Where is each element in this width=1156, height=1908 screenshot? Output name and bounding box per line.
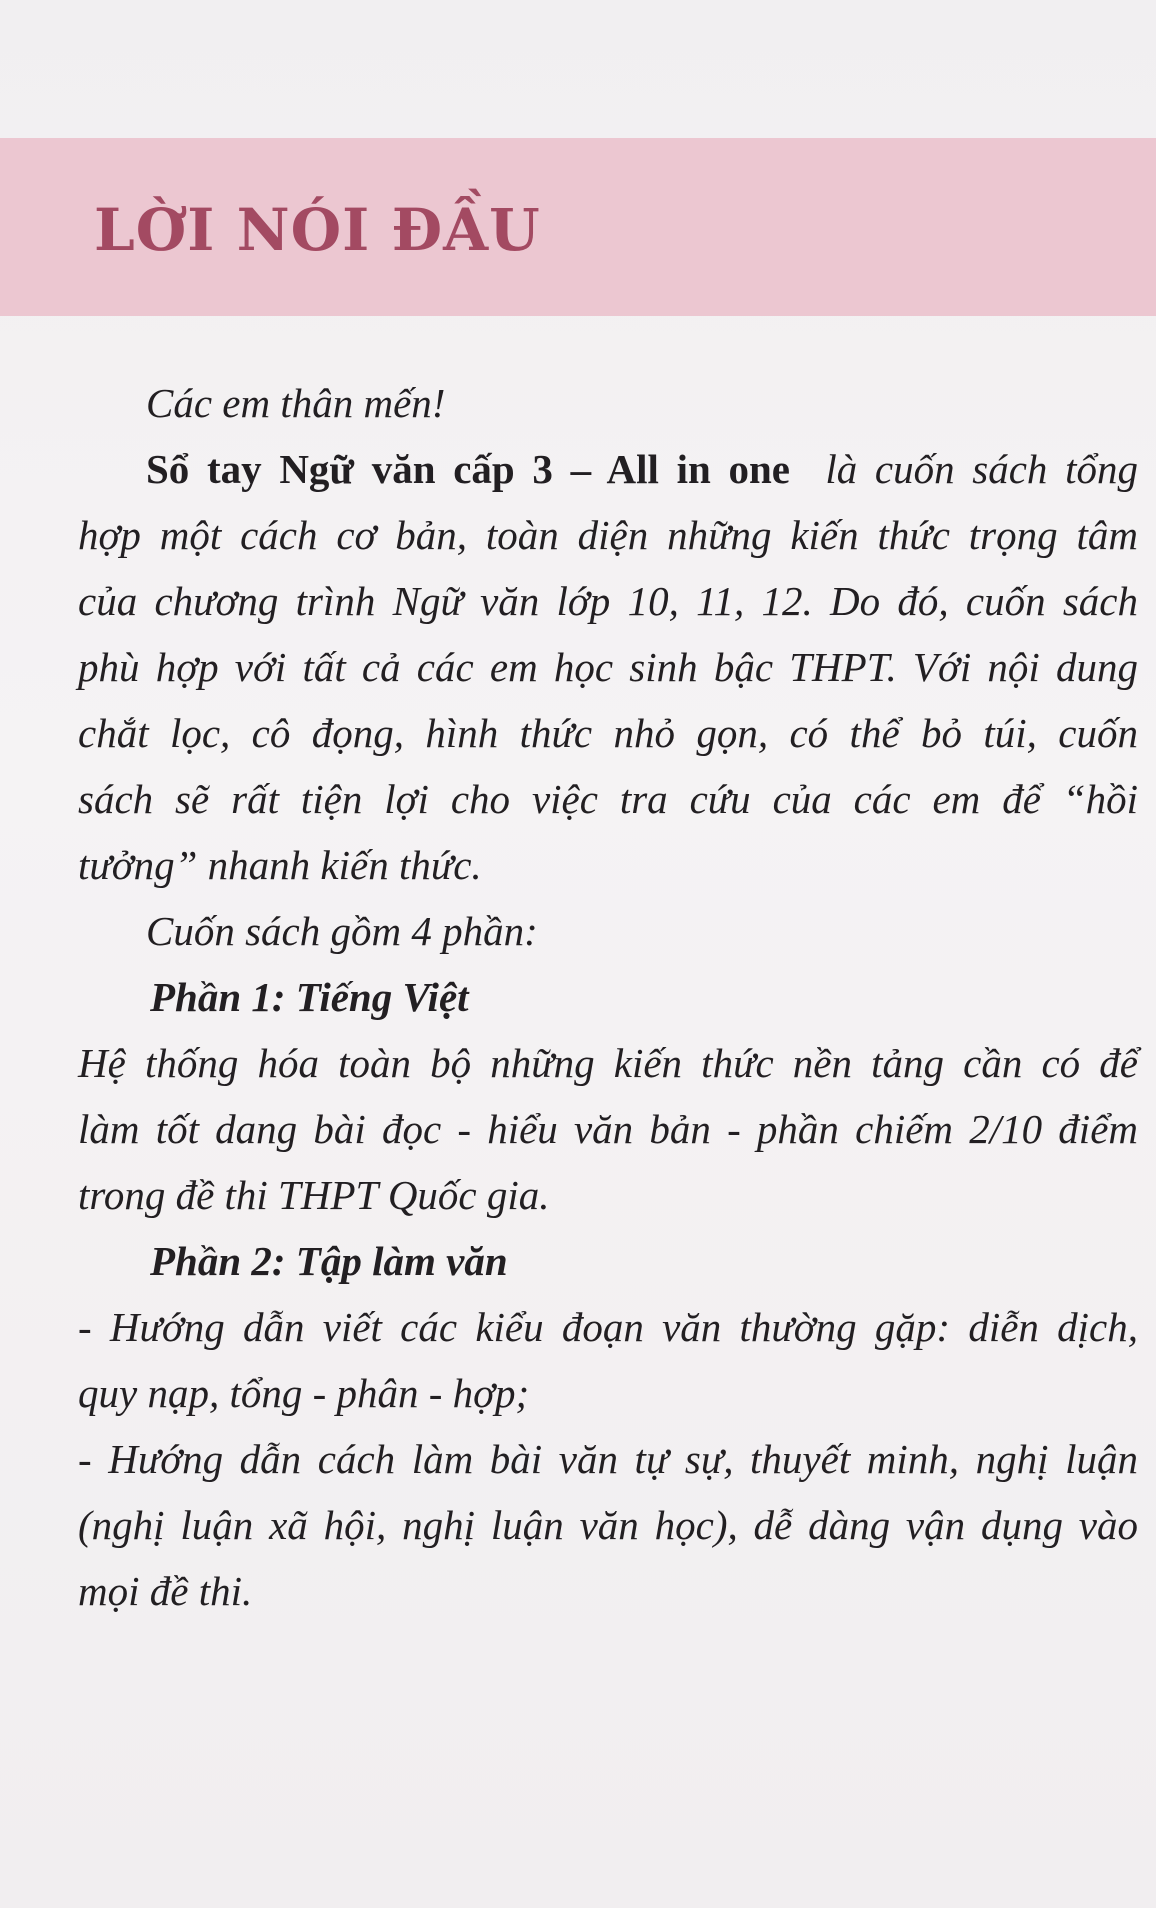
part2-item1-line: quy nạp, tổng - phân - hợp;	[78, 1370, 530, 1416]
book-title-bold: Sổ tay Ngữ văn cấp 3 – All in one	[146, 446, 790, 492]
preface-body	[78, 370, 1138, 1624]
intro-line: tưởng” nhanh kiến thức.	[78, 842, 482, 888]
part1-heading: Phần 1: Tiếng Việt	[150, 974, 469, 1020]
intro-line: của chương trình Ngữ văn lớp 10, 11, 12. Do đó, cuốn sách	[78, 578, 1138, 624]
part2-item1-line: - Hướng dẫn viết các kiểu đoạn văn thường gặp: diễn dịch,	[78, 1304, 1138, 1350]
intro-line: sách sẽ rất tiện lợi cho việc tra cứu của các em để “hồi	[78, 776, 1138, 822]
part2-item2-line: (nghị luận xã hội, nghị luận văn học), dễ dàng vận dụng vào	[78, 1502, 1138, 1548]
page-title: LỜI NÓI ĐẦU	[94, 196, 541, 264]
part2-item2-line: - Hướng dẫn cách làm bài văn tự sự, thuyết minh, nghị luận	[78, 1436, 1138, 1482]
part2-item2-line: mọi đề thi.	[78, 1568, 253, 1614]
intro-line: chắt lọc, cô đọng, hình thức nhỏ gọn, có thể bỏ túi, cuốn	[78, 710, 1138, 756]
part1-line: làm tốt dang bài đọc - hiểu văn bản - phần chiếm 2/10 điểm	[78, 1106, 1138, 1152]
parts-intro: Cuốn sách gồm 4 phần:	[146, 908, 538, 954]
intro-first-line	[78, 436, 1138, 502]
intro-line: là cuốn sách tổng	[825, 446, 1139, 492]
greeting: Các em thân mến!	[146, 380, 446, 426]
part1-line: trong đề thi THPT Quốc gia.	[78, 1172, 550, 1218]
part2-heading: Phần 2: Tập làm văn	[150, 1238, 508, 1284]
intro-line: hợp một cách cơ bản, toàn diện những kiến thức trọng tâm	[78, 512, 1138, 558]
intro-line: phù hợp với tất cả các em học sinh bậc THPT. Với nội dung	[78, 644, 1138, 690]
part1-line: Hệ thống hóa toàn bộ những kiến thức nền tảng cần có để	[78, 1040, 1138, 1086]
